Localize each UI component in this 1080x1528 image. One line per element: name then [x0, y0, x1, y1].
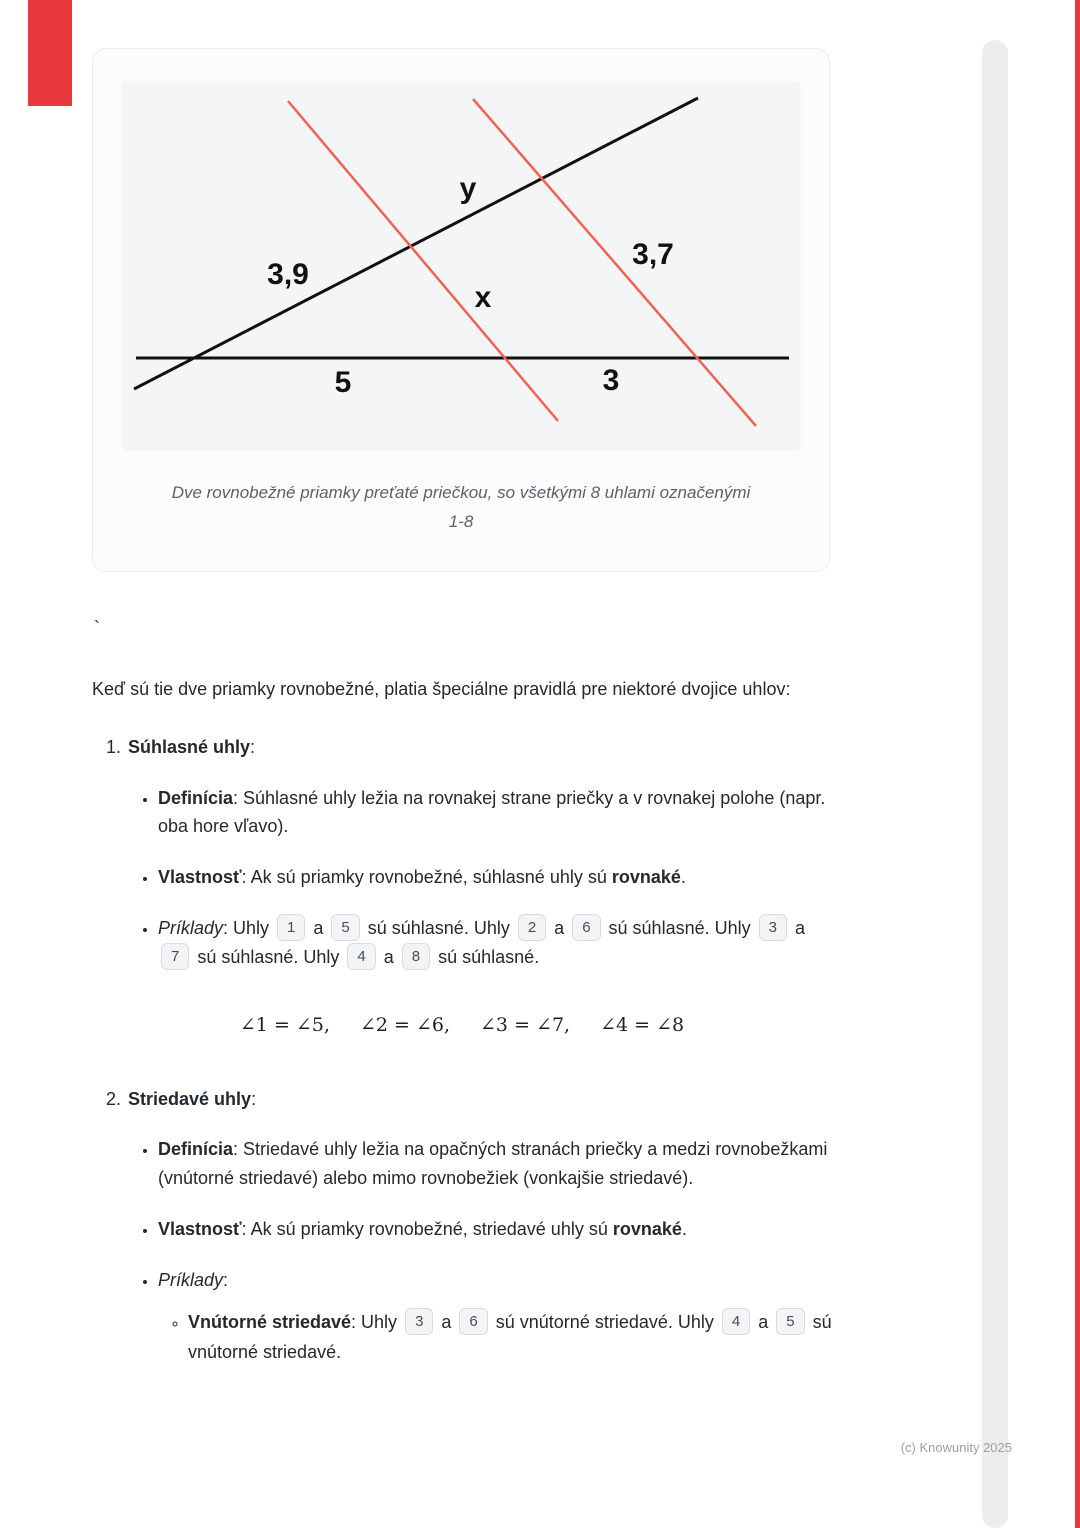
sub-bullet-vnutorne-striedave	[188, 1307, 832, 1368]
text-run: a	[753, 1311, 774, 1332]
text-run: : Uhly	[351, 1311, 403, 1332]
item-1-bullets	[92, 784, 832, 972]
math-eq-4: ∠4 = ∠8	[600, 1013, 685, 1036]
label-3-7: 3,7	[632, 238, 674, 271]
angle-chip-4: 4	[722, 1308, 750, 1335]
vlastnost-text: : Ak sú priamky rovnobežné, striedavé uhly sú	[241, 1219, 613, 1240]
intro-paragraph: Keď sú tie dve priamky rovnobežné, platia špeciálne pravidlá pre niektoré dvojice uhlov:	[92, 678, 791, 699]
math-eq-2: ∠2 = ∠6,	[359, 1013, 451, 1036]
text-run: a	[789, 917, 805, 938]
item-1-heading	[106, 734, 832, 762]
document-content	[92, 48, 832, 1368]
math-equalities	[92, 1014, 832, 1036]
list-item-striedave-uhly	[92, 1086, 832, 1368]
vlastnost-bold: rovnaké	[611, 867, 681, 888]
text-run: a	[308, 917, 329, 938]
red-corner-decoration	[28, 0, 72, 106]
copyright: (c) Knowunity 2025	[900, 1440, 1012, 1455]
transversal-line	[134, 98, 698, 389]
text-run: sú súhlasné. Uhly	[362, 917, 515, 938]
text-run: a	[549, 917, 570, 938]
angle-chip-3: 3	[405, 1308, 433, 1335]
label-5: 5	[334, 366, 352, 399]
definicia-label: Definícia	[158, 787, 234, 808]
label-y: y	[459, 172, 477, 205]
item-2-title: Striedavé uhly	[128, 1088, 252, 1109]
scrollbar-track[interactable]	[982, 40, 1008, 1528]
definicia-text: : Striedavé uhly ležia na opačných stranách priečky a medzi rovnobežkami (vnútorné striedavé) alebo mimo rovnobežiek (vonkajšie striedavé).	[158, 1139, 828, 1189]
item-2-number: 2.	[106, 1088, 122, 1109]
priklady-label: Príklady	[158, 917, 224, 938]
text-run: sú súhlasné. Uhly	[192, 946, 345, 967]
definicia-label: Definícia	[158, 1139, 234, 1160]
label-x: x	[474, 281, 492, 314]
priklady-label: Príklady	[158, 1269, 224, 1290]
angle-chip-3: 3	[759, 914, 787, 941]
angle-chip-7: 7	[161, 943, 189, 970]
definicia-text: : Súhlasné uhly ležia na rovnakej strane priečky a v rovnakej polohe (napr. oba hore vľavo).	[158, 787, 826, 837]
bullet-vlastnost-1	[158, 863, 832, 892]
angle-chip-2: 2	[518, 914, 546, 941]
item-1-colon: :	[250, 736, 256, 757]
text-run: sú vnútorné striedavé. Uhly	[490, 1311, 719, 1332]
vlastnost-text: : Ak sú priamky rovnobežné, súhlasné uhly sú	[241, 867, 612, 888]
diagram-svg	[121, 81, 801, 451]
item-2-heading	[106, 1086, 832, 1114]
item-2-colon: :	[251, 1088, 257, 1109]
text-run: a	[378, 946, 399, 967]
text-run: a	[436, 1311, 457, 1332]
vlastnost-bold: rovnaké	[612, 1219, 682, 1240]
angle-chip-5: 5	[331, 914, 359, 941]
math-eq-3: ∠3 = ∠7,	[480, 1013, 571, 1036]
priklady-sublist	[158, 1307, 832, 1368]
angle-chip-1: 1	[277, 914, 305, 941]
item-1-number: 1.	[106, 736, 122, 757]
vlastnost-end: .	[680, 867, 686, 888]
angle-chip-5: 5	[776, 1308, 804, 1335]
angle-chip-8: 8	[402, 943, 430, 970]
bullet-vlastnost-2	[158, 1215, 832, 1244]
parallel-lines-diagram	[121, 81, 801, 451]
stray-backtick: `	[94, 617, 100, 638]
caption-line-1: Dve rovnobežné priamky preťaté priečkou, so všetkými 8 uhlami označenými	[171, 483, 751, 502]
bullet-priklady-2	[158, 1266, 832, 1368]
bullet-definicia-1	[158, 784, 832, 842]
bullet-definicia-2	[158, 1135, 832, 1193]
priklady-colon: :	[223, 1269, 229, 1290]
text-run: sú súhlasné. Uhly	[603, 917, 756, 938]
rules-list	[92, 734, 832, 1368]
caption-line-2: 1-8	[448, 511, 474, 531]
text-run: : Uhly	[223, 917, 275, 938]
vlastnost-label: Vlastnosť	[158, 1219, 242, 1240]
text-run: sú vnútorné striedavé.	[188, 1311, 832, 1363]
list-item-suhlasne-uhly	[92, 734, 832, 1036]
vlastnost-end: .	[681, 1219, 687, 1240]
bullet-priklady-1	[158, 914, 832, 972]
item-2-bullets	[92, 1135, 832, 1367]
angle-chip-4: 4	[347, 943, 375, 970]
math-eq-1: ∠1 = ∠5,	[239, 1013, 330, 1036]
angle-chip-6: 6	[572, 914, 600, 941]
text-run: sú súhlasné.	[433, 946, 540, 967]
label-3: 3	[602, 364, 620, 397]
vnutorne-label: Vnútorné striedavé	[188, 1311, 352, 1332]
vlastnost-label: Vlastnosť	[158, 867, 242, 888]
label-3-9: 3,9	[267, 258, 309, 291]
red-right-edge	[1075, 0, 1080, 1528]
angle-chip-6: 6	[459, 1308, 487, 1335]
item-1-title: Súhlasné uhly	[128, 736, 251, 757]
figure-caption	[121, 479, 801, 537]
figure-card	[92, 48, 830, 572]
